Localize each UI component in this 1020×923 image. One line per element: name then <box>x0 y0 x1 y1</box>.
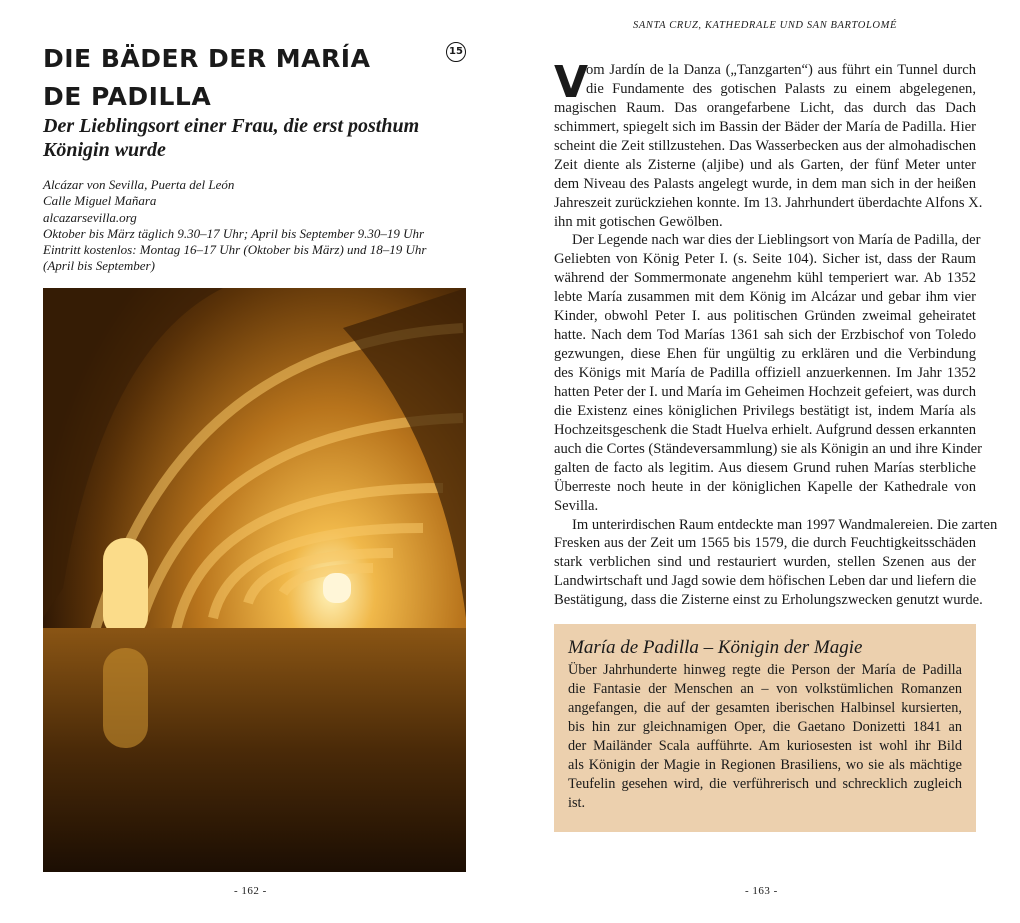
text-line: scheint die Zeit stillzustehen. Das Wasserbecken aus der almohadischen <box>554 137 976 154</box>
subtitle: Der Lieblingsort einer Frau, die erst posthum Königin wurde <box>43 115 420 161</box>
text-line: Teufelin gesehen wird, die verführerisch und schrecklich zugleich <box>568 776 962 792</box>
text-line: des Königs mit María de Padilla offiziell anzuerkennen. Im Jahr 1352 <box>554 365 976 381</box>
text-line: auch die Cortes (Ständeversammlung) sie als Königin an und ihre Kinder <box>554 440 982 457</box>
text-line: Geliebten von König Peter I. (s. Seite 104). Sicher ist, dass der Raum <box>554 251 976 268</box>
text-line: angefangen, die auf der gesamten iberischen Halbinsel kursierten, <box>568 700 962 716</box>
text-line: galten de facto als legitim. Aus diesem Grund ruhen Marías sterbliche <box>554 459 976 476</box>
location-info <box>43 177 473 275</box>
text-line: die Fundamente des gotischen Palasts zu einem abgelegenen, <box>586 80 976 97</box>
text-line: Landwirtschaft und Jagd sowie dem höfischen Leben dar und liefern die <box>554 573 977 590</box>
text-line: Fresken aus der Zeit um 1565 bis 1579, die durch Feuchtigkeitsschäden <box>554 535 976 552</box>
text-line: der Mailänder Scala aufführte. Am kuriosesten ist wohl ihr Bild <box>568 738 962 754</box>
info-address: Alcázar von Sevilla, Puerta del León <box>43 177 235 192</box>
page-number-right: - 163 - <box>745 885 778 897</box>
info-website: alcazarsevilla.org <box>43 209 137 225</box>
text-line: Im unterirdischen Raum entdeckte man 1997 Wandmalereien. Die zarten <box>572 516 998 533</box>
text-line: Bestätigung, dass die Zisterne einst zu Erholungszwecken genutzt wurde. <box>554 592 983 609</box>
text-line: ihn mit gotischen Gewölben. <box>554 213 723 230</box>
paragraph-3 <box>554 516 998 611</box>
text-line: bis hin zur gleichnamigen Oper, die Gaetano Donizetti 1841 an <box>568 719 962 735</box>
text-line: als Königin der Magie in Regionen Brasiliens, wo sie als mächtige <box>568 757 962 773</box>
info-street: Calle Miguel Mañara <box>43 193 157 209</box>
text-line: Über Jahrhunderte hinweg regte die Person der María de Padilla <box>568 662 962 678</box>
page-title <box>43 40 370 116</box>
text-line: Jahreszeit zurückziehen konnte. Im 13. Jahrhundert überdachte Alfons X. <box>554 194 983 211</box>
info-hours: Oktober bis März täglich 9.30–17 Uhr; April bis September 9.30–19 Uhr <box>43 225 425 241</box>
text-line: Sevilla. <box>554 497 599 514</box>
text-line: gezwungen, diese Ehen für ungültig zu erklären und die Verbindung <box>554 346 976 363</box>
text-line: stark verblichen sind und restauriert wurden, stellen Szenen aus der <box>554 554 976 571</box>
text-line: Zeit diente als Zisterne (aljibe) und als Garten, der fünf Meter unter <box>554 156 976 173</box>
sidebar-box-title: María de Padilla – Königin der Magie <box>568 637 863 658</box>
text-line: hatte. Nach dem Tod Marías 1361 sah sich der Erzbischof von Toledo <box>554 327 976 344</box>
text-line: die Existenz eines königlichen Privilegs bestätigt ist, indem María als <box>554 402 976 419</box>
location-number-badge: 15 <box>446 42 466 62</box>
text-line: hatten Peter der I. und María im Geheimen Hochzeit gefeiert, was durch <box>554 383 976 400</box>
text-line: Überreste noch heute in der königlichen Kapelle der Kathedrale von <box>554 478 976 495</box>
text-line: während der Sommermonate angenehm kühl temperiert war. Ab 1352 <box>554 270 976 287</box>
text-line: om Jardín de la Danza („Tanzgarten“) aus führt ein Tunnel durch <box>586 62 976 78</box>
info-free-entry-cont: (April bis September) <box>43 258 155 274</box>
sidebar-box <box>554 624 976 832</box>
text-line: schimmert, spiegelt sich im Bassin der Bäder der María de Padilla. Hier <box>554 118 976 135</box>
text-line: magischen Raum. Das orangefarbene Licht, das durch das Dach <box>554 99 976 116</box>
paragraph-1 <box>554 57 983 231</box>
info-free-entry: Eintritt kostenlos: Montag 16–17 Uhr (Oktober bis März) und 18–19 Uhr <box>43 242 427 258</box>
page-number-left: - 162 - <box>234 885 267 897</box>
title-line: DE PADILLA <box>43 82 212 111</box>
photo-arched-baths <box>43 288 466 872</box>
paragraph-2 <box>554 231 982 515</box>
article-body <box>554 57 998 610</box>
text-line: Kinder, obwohl Peter I. aus politischen Gründen zweimal geheiratet <box>554 308 976 325</box>
text-line: Der Legende nach war dies der Lieblingsort von María de Padilla, der <box>572 232 981 249</box>
drop-cap: V <box>554 57 589 108</box>
title-line: DIE BÄDER DER MARÍA <box>43 44 371 73</box>
running-head: SANTA CRUZ, KATHEDRALE UND SAN BARTOLOMÉ <box>633 20 897 31</box>
text-line: ist. <box>568 795 586 811</box>
text-line: lebte María zusammen mit dem König im Alcázar und gebar ihm vier <box>554 289 976 306</box>
text-line: die Fantasie der Menschen an – von volkstümlichen Romanzen <box>568 681 962 697</box>
text-line: Hochzeitsgeschenk die Stadt Huelva erhielt. Aufgrund dessen erkannten <box>554 421 976 438</box>
text-line: dem Niveau des Palasts angelegt wurde, in dem man sich in der heißen <box>554 175 976 192</box>
